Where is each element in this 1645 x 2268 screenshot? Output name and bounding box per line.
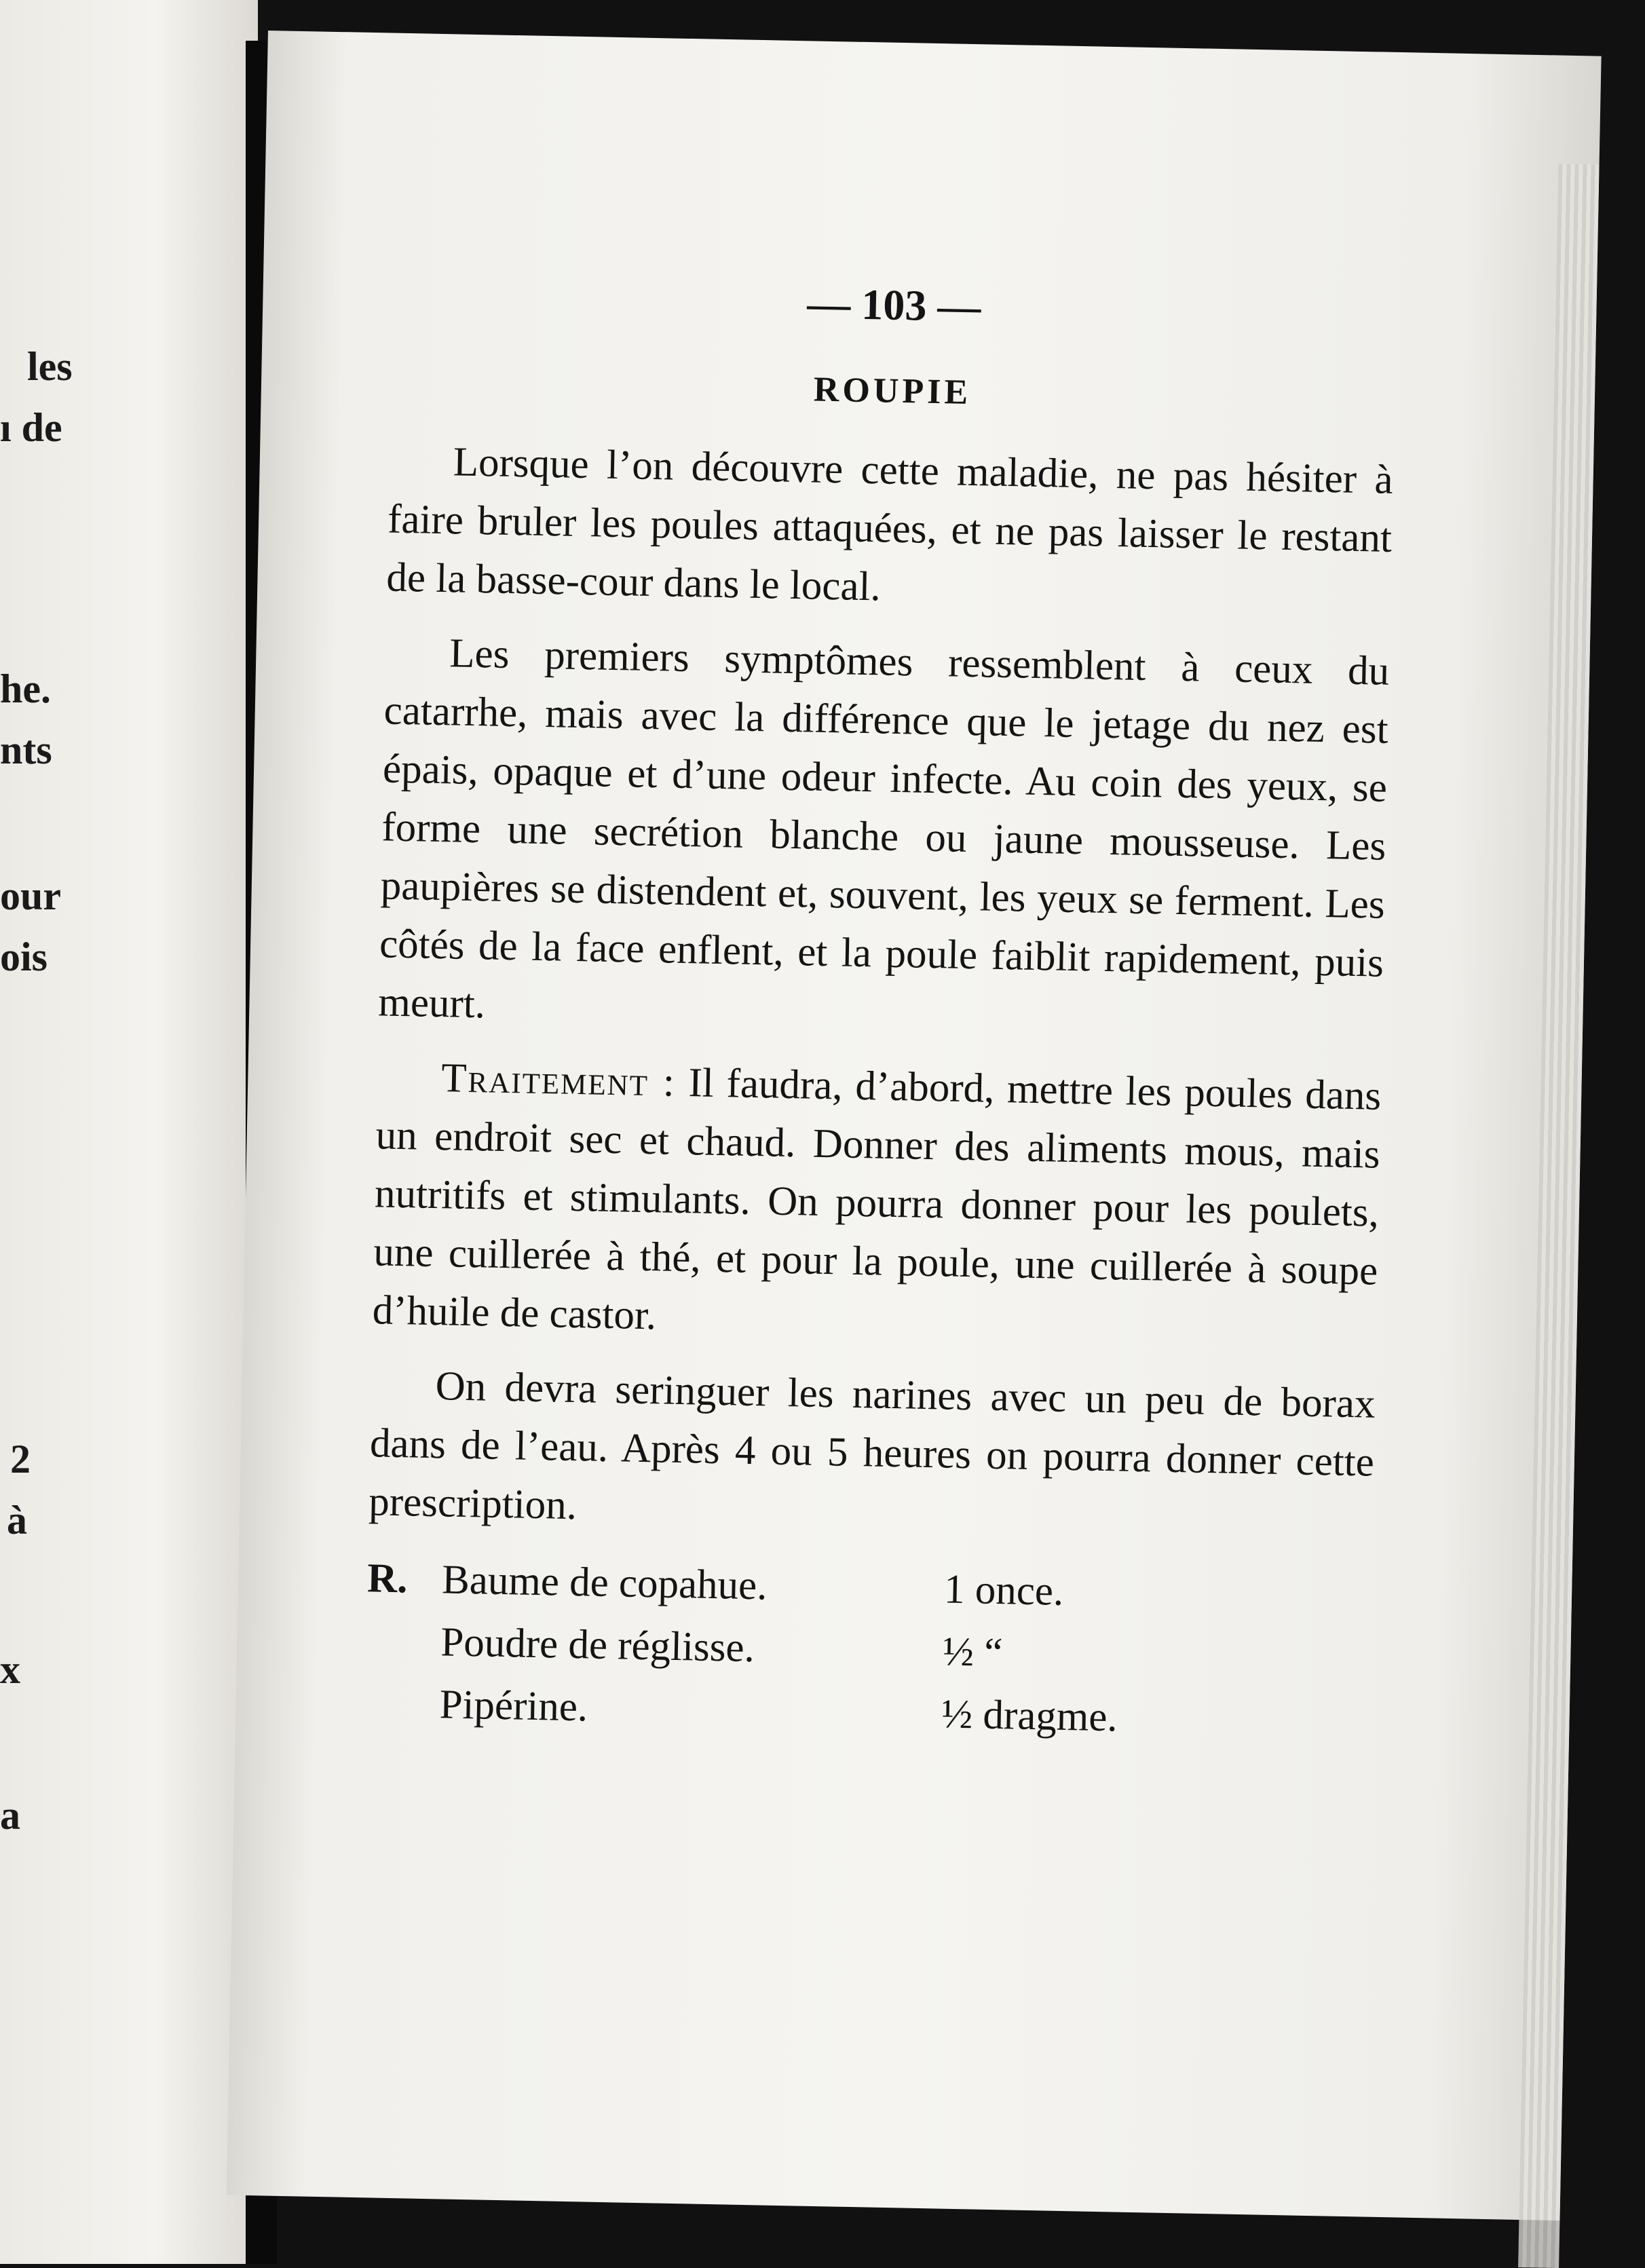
left-fragment: nts (0, 727, 52, 772)
paragraph: Les premiers symptômes ressemblent à ceux du catarrhe, mais avec la différence que le jetage du nez est épais, opaque et d’une odeur infecte. Au coin des yeux, se forme une secrétion blanche ou jaune mousseuse. Les paupières se distendent et, souvent, les yeux se ferment. Les côtés de la face enflent, et la poule faiblit rapidement, puis meurt. (377, 630, 1390, 1027)
page-content (364, 271, 1397, 1754)
prescription-item-name: Pipérine. (439, 1682, 588, 1731)
prescription-item-name: Poudre de réglisse. (440, 1619, 755, 1671)
page-edge (1518, 164, 1600, 2268)
page-number: — 103 — (806, 279, 982, 331)
prescription (364, 1547, 1372, 1754)
prescription-item-qty: ½ “ (942, 1629, 1004, 1676)
prescription-item-name: Baume de copahue. (441, 1557, 768, 1609)
section-title: ROUPIE (813, 370, 972, 412)
left-fragment: he. (0, 666, 51, 711)
paragraph: Lorsque l’on découvre cette maladie, ne pas hésiter à faire bruler les poules attaquées, et ne pas laisser le restant de la basse-cour dans le local. (385, 439, 1394, 610)
prescription-item-qty: 1 once. (943, 1566, 1064, 1614)
prescription-symbol: R. (366, 1555, 409, 1602)
left-fragment: 2 (10, 1437, 31, 1481)
left-page (0, 0, 258, 2264)
left-fragment: a (0, 1793, 20, 1838)
treatment-text: Il faudra, d’abord, mettre les poules dans un endroit sec et chaud. Donner des aliments mous, mais nutritifs et stimulants. On pourra donner pour les poulets, une cuillerée à thé, et pour la poule, une cuillerée à soupe d’huile de castor. (372, 1060, 1382, 1339)
left-fragment: our (0, 873, 61, 918)
treatment-paragraph (372, 1048, 1382, 1359)
left-fragment: les (27, 344, 73, 389)
prescription-item-qty: ½ dragme. (941, 1691, 1118, 1741)
paragraph: On devra seringuer les narines avec un peu de borax dans de l’eau. Après 4 ou 5 heures on pourra donner cette prescription. (368, 1363, 1376, 1529)
left-fragment: ı de (0, 405, 62, 450)
left-fragment: x (0, 1647, 20, 1692)
book-page (227, 31, 1602, 2220)
left-fragment: à (7, 1498, 27, 1543)
treatment-label: Traitement : (440, 1055, 677, 1105)
left-fragment: ois (0, 934, 48, 979)
